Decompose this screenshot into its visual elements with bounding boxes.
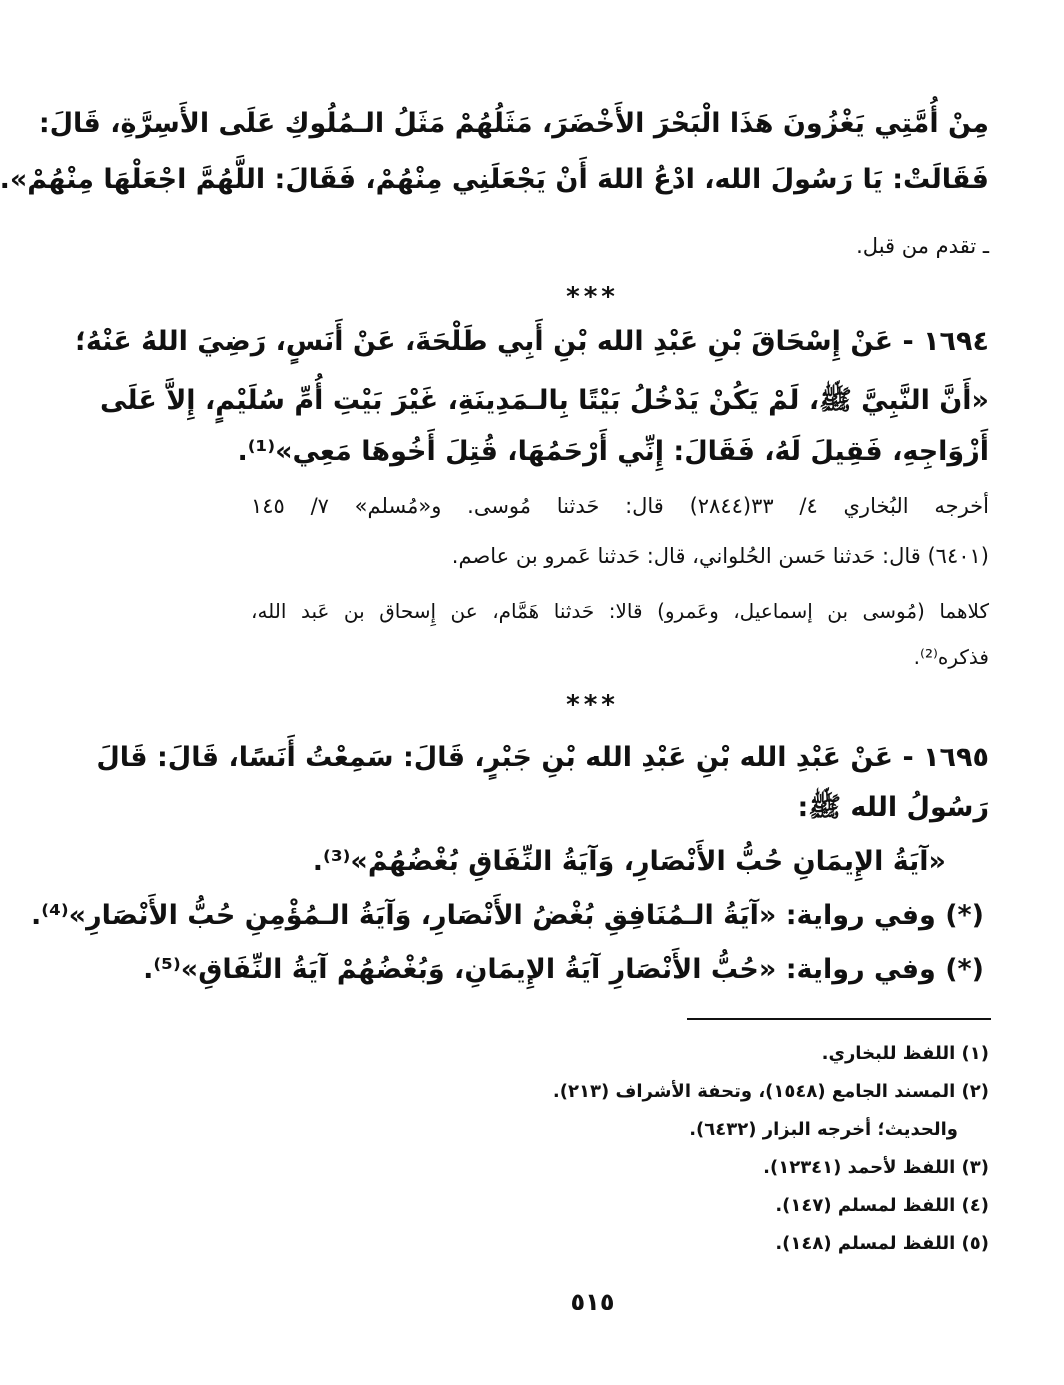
note-line: ـ تقدم من قبل.: [856, 234, 989, 258]
takhrij-line: (٦٤٠١) قال: حَدثنا حَسن الحُلواني، قال: حَدثنا عَمرو بن عاصم.: [451, 544, 989, 568]
footnote-continuation: والحديث؛ أخرجه البزار (٦٤٣٢).: [689, 1119, 958, 1140]
hadith-text-line: فَقَالَتْ: يَا رَسُولَ الله، ادْعُ اللهَ أَنْ يَجْعَلَنِي مِنْهُمْ، فَقَالَ: اللَّهُمَّ اجْعَلْهَا مِنْهُمْ».: [0, 164, 989, 195]
hadith-1695-heading: ١٦٩٥ - عَنْ عَبْدِ الله بْنِ عَبْدِ الله بْنِ جَبْرٍ، قَالَ: سَمِعْتُ أَنَسًا، قَالَ: قَالَ: [96, 742, 989, 773]
footnote: (٥) اللفظ لمسلم (١٤٨).: [775, 1233, 989, 1254]
hadith-1694-heading: ١٦٩٤ - عَنْ إِسْحَاقَ بْنِ عَبْدِ الله بْنِ أَبِي طَلْحَةَ، عَنْ أَنَسٍ، رَضِيَ اللهُ عَنْهُ؛: [75, 326, 989, 357]
footnote: (٣) اللفظ لأحمد (١٢٣٤١).: [763, 1157, 989, 1178]
hadith-text-line: «آيَةُ الإِيمَانِ حُبُّ الأَنْصَارِ، وَآيَةُ النِّفَاقِ بُغْضُهُمْ»⁽³⁾.: [312, 846, 946, 877]
variant-narration-line: (*) وفي رواية: «آيَةُ الـمُنَافِقِ بُغْضُ الأَنْصَارِ، وَآيَةُ الـمُؤْمِنِ حُبُّ الأَنْصَارِ»⁽⁴⁾.: [31, 900, 984, 931]
footnote: (١) اللفظ للبخاري.: [821, 1043, 989, 1064]
footnote-divider: [687, 1018, 991, 1020]
page-number: ٥١٥: [570, 1288, 615, 1316]
takhrij-line: أخرجه البُخاري ٤/ ٣٣(٢٨٤٤) قال: حَدثنا مُوسى. و«مُسلم» ٧/ ١٤٥: [251, 494, 989, 518]
takhrij-line: كلاهما (مُوسى بن إسماعيل، وعَمرو) قالا: حَدثنا هَمَّام، عن إِسحاق بن عَبد الله،: [251, 599, 989, 623]
footnote: (٤) اللفظ لمسلم (١٤٧).: [775, 1195, 989, 1216]
variant-narration-line: (*) وفي رواية: «حُبُّ الأَنْصَارِ آيَةُ الإِيمَانِ، وَبُغْضُهُمْ آيَةُ النِّفَاقِ»⁽⁵⁾.: [143, 954, 984, 985]
hadith-text-line: مِنْ أُمَّتِي يَغْزُونَ هَذَا الْبَحْرَ الأَخْضَرَ، مَثَلُهُمْ مَثَلُ الـمُلُوكِ عَلَى الأَسِرَّةِ، قَالَ:: [38, 108, 989, 139]
hadith-text-line: «أَنَّ النَّبِيَّ ﷺ، لَمْ يَكُنْ يَدْخُلُ بَيْتًا بِالـمَدِينَةِ، غَيْرَ بَيْتِ أُمِّ سُلَيْمٍ، إِلاَّ عَلَى: [100, 385, 989, 416]
footnote: (٢) المسند الجامع (١٥٤٨)، وتحفة الأشراف (٢١٣).: [552, 1081, 989, 1102]
takhrij-line: فذكره⁽²⁾.: [913, 645, 989, 669]
section-separator: ***: [566, 690, 619, 720]
section-separator: ***: [566, 282, 619, 312]
hadith-text-line: أَزْوَاجِهِ، فَقِيلَ لَهُ، فَقَالَ: إِنِّي أَرْحَمُهَا، قُتِلَ أَخُوهَا مَعِي»⁽¹⁾.: [237, 436, 989, 467]
hadith-text-line: رَسُولُ الله ﷺ:: [797, 792, 989, 823]
